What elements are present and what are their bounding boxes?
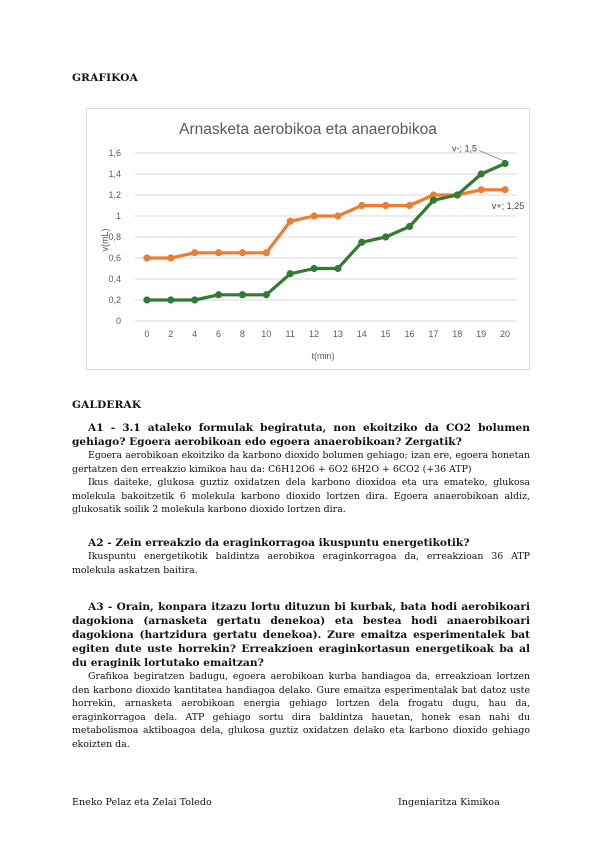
data-point-v+	[287, 218, 294, 225]
y-tick-label: 0,8	[108, 232, 121, 242]
y-tick-label: 1,2	[108, 190, 121, 200]
data-point-v+	[358, 202, 365, 209]
data-point-v-	[310, 265, 317, 272]
data-point-v-	[358, 239, 365, 246]
question-title: A2 - Zein erreakzio da eraginkorragoa ikuspuntu energetikotik?	[88, 537, 470, 549]
footer-department: Ingeniaritza Kimikoa	[398, 797, 500, 808]
data-point-v+	[167, 254, 174, 261]
data-point-v-	[501, 160, 508, 167]
x-axis-label: t(min)	[311, 351, 335, 361]
series-line-v-	[147, 164, 505, 301]
chart-series	[143, 144, 524, 304]
data-point-v-	[454, 191, 461, 198]
x-tick-label: 14	[356, 329, 367, 339]
chart-frame	[86, 108, 530, 370]
x-tick-label: 0	[144, 329, 150, 339]
series-line-v+	[147, 190, 505, 258]
data-point-v+	[501, 186, 508, 193]
data-point-v-	[382, 233, 389, 240]
y-axis-label: v(mL)	[100, 228, 110, 252]
x-tick-label: 15	[380, 329, 391, 339]
data-point-v+	[382, 202, 389, 209]
y-tick-label: 0,6	[108, 253, 121, 263]
question-title: A3 - Orain, konpara itzazu lortu dituzun bi kurbak, bata hodi aerobikoari dagokiona (arnasketa gertatu denekoa) eta bestea hodi anaerobikoari dagokiona (hartzidura gertatu denekoa). Zure emaitza esperimentalek bat egiten dute uste horrekin? Erreakzioen eraginkortasun energetikoak ba al du eraginik lortutako emaitzan?	[72, 601, 530, 669]
x-tick-label: 10	[261, 329, 272, 339]
x-tick-label: 6	[216, 329, 222, 339]
answer-paragraph: Egoera aerobikoan ekoitziko da karbono dioxido bolumen gehiago; izan ere, egoera honetan gertatzen den erreakzio kimikoa hau da: C6H12O6 + 6O2 6H2O + 6CO2 (+36 ATP)	[72, 450, 530, 475]
data-point-v-	[191, 296, 198, 303]
answer-paragraph: Grafikoa begiratzen badugu, egoera aerobikoan kurba handiagoa da, erreakzioan lortzen den karbono dioxido kantitatea handiagoa delako. Gure emaitza esperimentalak bat datoz uste horrekin, arnasketa aerobikoan energia gehiago lortzen dela frogatu dugu, hau da, eraginkorragoa dela. ATP gehiago sortu dira baldintza hauetan, honek esan nahi du metabolismoa aktiboagoa dela, glukosa guztiz oxidatzen delako eta karbono dioxido gehiago ekoizten da.	[72, 671, 530, 750]
y-tick-label: 0,4	[108, 274, 121, 284]
chart-title: Arnasketa aerobikoa eta anaerobikoa	[179, 121, 437, 138]
answer-paragraph: Ikus daiteke, glukosa guztiz oxidatzen dela karbono dioxidoa eta ura emateko, glukosa molekula bakoitzetik 6 molekula karbono dioxido lortzen dira. Egoera anaerobikoan aldiz, glukosatik soilik 2 molekula karbono dioxido lortzen dira.	[72, 477, 530, 516]
x-tick-labels	[144, 329, 510, 339]
y-tick-labels	[108, 148, 121, 326]
data-point-v-	[334, 265, 341, 272]
data-point-v+	[239, 249, 246, 256]
data-point-v-	[143, 296, 150, 303]
x-tick-label: 11	[285, 329, 295, 339]
line-chart	[87, 109, 529, 369]
question-block-2	[72, 536, 530, 577]
data-point-v-	[263, 291, 270, 298]
data-point-v+	[191, 249, 198, 256]
section-heading-chart: GRAFIKOA	[72, 72, 138, 84]
chart-gridlines	[135, 153, 517, 321]
y-tick-label: 0	[115, 316, 121, 326]
question-title: A1 - 3.1 ataleko formulak begiratuta, non ekoitziko da CO2 bolumen gehiago? Egoera aerobikoan edo egoera anaerobikoan? Zergatik?	[72, 422, 530, 448]
end-label-v-plus: v+; 1,25	[491, 200, 525, 211]
x-tick-label: 17	[428, 329, 439, 339]
x-tick-label: 18	[452, 329, 463, 339]
label-leader-line	[479, 151, 503, 161]
data-point-v-	[215, 291, 222, 298]
question-block-1	[72, 421, 530, 517]
data-point-v+	[310, 212, 317, 219]
data-point-v-	[287, 270, 294, 277]
x-tick-label: 20	[500, 329, 511, 339]
data-point-v-	[478, 170, 485, 177]
x-tick-label: 12	[309, 329, 320, 339]
data-point-v+	[215, 249, 222, 256]
data-point-v+	[263, 249, 270, 256]
y-tick-label: 1,4	[108, 169, 121, 179]
data-point-v+	[406, 202, 413, 209]
x-tick-label: 2	[168, 329, 174, 339]
section-heading-questions: GALDERAK	[72, 399, 142, 411]
x-tick-label: 13	[332, 329, 343, 339]
answer-paragraph: Ikuspuntu energetikotik baldintza aerobikoa eraginkorragoa da, erreakzioan 36 ATP molekula askatzen baitira.	[72, 551, 530, 576]
data-point-v-	[406, 223, 413, 230]
x-tick-label: 16	[404, 329, 415, 339]
data-point-v+	[478, 186, 485, 193]
x-tick-label: 8	[239, 329, 245, 339]
y-tick-label: 1	[115, 211, 121, 221]
data-point-v-	[239, 291, 246, 298]
footer-authors: Eneko Pelaz eta Zelai Toledo	[72, 797, 212, 808]
data-point-v+	[334, 212, 341, 219]
y-tick-label: 1,6	[108, 148, 121, 158]
y-tick-label: 0,2	[108, 295, 121, 305]
question-block-3	[72, 600, 530, 752]
x-tick-label: 19	[476, 329, 487, 339]
data-point-v+	[143, 254, 150, 261]
data-point-v-	[430, 197, 437, 204]
data-point-v-	[167, 296, 174, 303]
end-label-v-minus: v-; 1,5	[452, 143, 478, 154]
x-tick-label: 4	[192, 329, 198, 339]
